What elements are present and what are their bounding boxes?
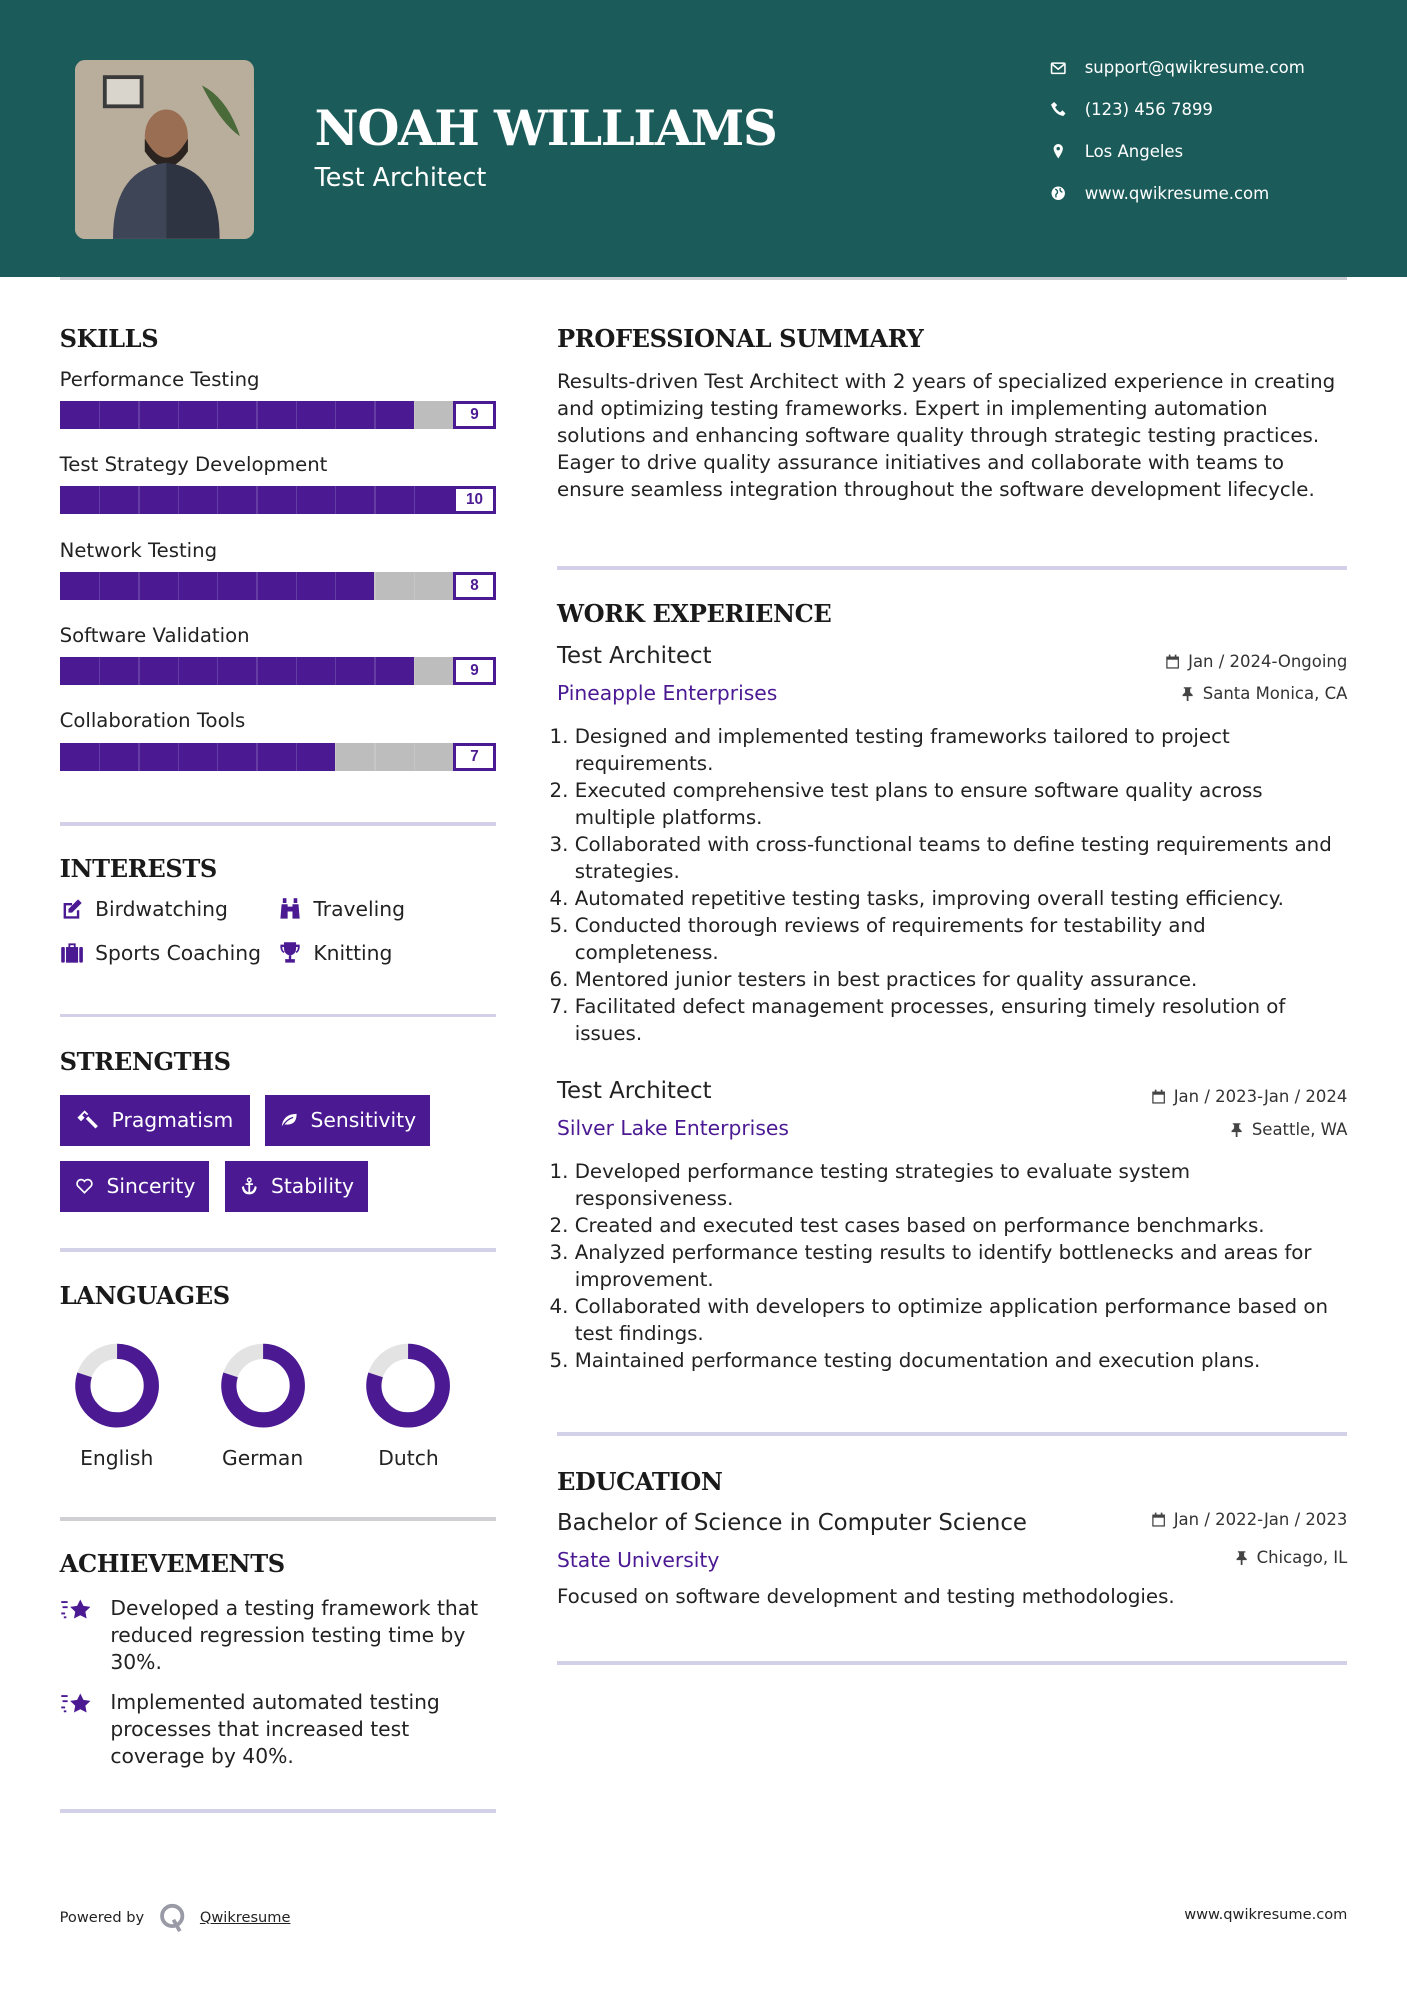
shooting-star-icon	[60, 1691, 93, 1716]
skill-bar-segment	[178, 657, 179, 685]
phone-icon	[1050, 101, 1066, 117]
skill-item	[60, 624, 496, 685]
skill-bar-segment	[335, 572, 336, 600]
skill-bar-segment	[138, 572, 139, 600]
interests-heading: INTERESTS	[59, 853, 217, 883]
skill-bar-segment	[178, 572, 179, 600]
footer-powered-by	[60, 1902, 291, 1932]
education-heading: EDUCATION	[556, 1466, 723, 1496]
education-description: Focused on software development and testing methodologies.	[556, 1585, 1175, 1609]
job-dates-text: Jan / 2023-Jan / 2024	[1173, 1087, 1348, 1107]
contact-email-text: support@qwikresume.com	[1084, 58, 1305, 78]
candidate-name: NOAH WILLIAMS	[314, 101, 777, 158]
education-dates	[1151, 1510, 1348, 1529]
contact-website-text: www.qwikresume.com	[1084, 183, 1270, 203]
education-dates-text: Jan / 2022-Jan / 2023	[1173, 1509, 1348, 1529]
calendar-icon	[1151, 1512, 1166, 1527]
skill-label: Test Strategy Development	[59, 453, 328, 477]
languages-heading: LANGUAGES	[59, 1281, 230, 1311]
qwikresume-logo-icon	[157, 1902, 187, 1932]
skill-bar	[60, 743, 496, 771]
language-donut	[206, 1340, 320, 1431]
job-title: Test Architect	[556, 1078, 712, 1105]
skill-bar-segment	[414, 572, 415, 600]
person-photo-icon	[75, 60, 254, 239]
pushpin-icon	[1229, 1122, 1244, 1137]
contact-website[interactable]	[1050, 184, 1269, 203]
strength-label: Sensitivity	[310, 1108, 417, 1133]
job-dates	[1151, 1087, 1348, 1106]
skill-level-box: 8	[453, 572, 496, 600]
edit-icon	[60, 897, 84, 921]
skill-bar-segment	[217, 657, 218, 685]
skill-bar-fill	[60, 743, 335, 771]
footer-website[interactable]: www.qwikresume.com	[1184, 1905, 1348, 1923]
skill-label: Software Validation	[59, 624, 250, 648]
interest-label: Birdwatching	[95, 897, 228, 922]
list-item: 1. Developed performance testing strategies to evaluate system responsiveness.	[575, 1158, 1348, 1212]
language-donut	[60, 1340, 174, 1431]
skill-bar-segment	[99, 486, 100, 514]
section-divider	[60, 1248, 496, 1252]
skill-bar-segment	[256, 572, 257, 600]
skill-bar-segment	[374, 572, 375, 600]
leaf-icon	[280, 1108, 297, 1132]
skill-bar-segment	[99, 401, 100, 429]
skill-bar	[60, 486, 496, 514]
profile-photo	[75, 60, 254, 239]
skill-bar-segment	[296, 572, 297, 600]
list-item: 6. Mentored junior testers in best practices for quality assurance.	[575, 966, 1348, 993]
language-label: Dutch	[378, 1446, 439, 1471]
skill-level-box: 10	[453, 486, 496, 514]
skill-bar	[60, 572, 496, 600]
skill-bar-segment	[138, 657, 139, 685]
job-dates	[1165, 652, 1347, 671]
section-divider	[557, 1432, 1347, 1436]
skill-level-box: 9	[453, 657, 496, 685]
skill-bar-fill	[60, 657, 414, 685]
skill-bar-segment	[138, 486, 139, 514]
skill-bar-segment	[217, 486, 218, 514]
language-donut	[351, 1340, 465, 1431]
list-item: 2. Created and executed test cases based on performance benchmarks.	[575, 1212, 1348, 1239]
list-item: 4. Automated repetitive testing tasks, improving overall testing efficiency.	[575, 885, 1348, 912]
contact-location-text: Los Angeles	[1084, 142, 1184, 162]
skill-bar-segment	[374, 657, 375, 685]
section-divider	[557, 566, 1347, 570]
skill-bar-segment	[99, 657, 100, 685]
job-title: Test Architect	[556, 643, 712, 670]
calendar-icon	[1151, 1089, 1166, 1104]
skill-bar-segment	[138, 401, 139, 429]
job-location-text: Santa Monica, CA	[1202, 683, 1348, 703]
skill-bar-segment	[99, 572, 100, 600]
languages-list	[60, 1340, 496, 1480]
skill-bar-segment	[335, 486, 336, 514]
job-dates-text: Jan / 2024-Ongoing	[1188, 652, 1348, 672]
company-name: Pineapple Enterprises	[556, 681, 778, 706]
calendar-icon	[1165, 654, 1180, 669]
skill-bar-segment	[178, 401, 179, 429]
interest-item	[60, 897, 228, 921]
candidate-title: Test Architect	[314, 162, 487, 193]
job-responsibilities	[557, 723, 1347, 1047]
contact-email[interactable]	[1050, 58, 1304, 77]
list-item: 5. Conducted thorough reviews of requirements for testability and completeness.	[575, 912, 1348, 966]
skill-label: Performance Testing	[59, 367, 260, 391]
header-divider	[60, 277, 1348, 281]
summary-text: Results-driven Test Architect with 2 years of specialized experience in creating and optimizing testing frameworks. Expert in implementing automation solutions and enhancing software quality through strategic testing practices. Eager to drive quality assurance initiatives and collaborate with teams to ensure seamless integration throughout the software development lifecycle.	[556, 369, 1336, 501]
skill-level-box: 9	[453, 401, 496, 429]
strength-label: Sincerity	[106, 1174, 196, 1199]
contact-location	[1050, 142, 1183, 161]
strength-label: Pragmatism	[111, 1108, 234, 1133]
job-location-text: Seattle, WA	[1251, 1120, 1348, 1140]
skill-bar-segment	[256, 486, 257, 514]
interest-label: Knitting	[313, 941, 393, 966]
skill-bar-segment	[374, 401, 375, 429]
skills-heading: SKILLS	[59, 323, 159, 353]
company-name: Silver Lake Enterprises	[556, 1116, 789, 1141]
section-divider	[60, 1809, 496, 1813]
language-item	[60, 1340, 174, 1470]
skill-bar-segment	[374, 743, 375, 771]
briefcase-icon	[60, 941, 84, 965]
skill-bar-segment	[296, 657, 297, 685]
strength-badge	[60, 1161, 210, 1212]
trophy-icon	[278, 941, 302, 965]
summary-heading: PROFESSIONAL SUMMARY	[556, 323, 924, 353]
list-item: 2. Executed comprehensive test plans to ensure software quality across multiple platforms.	[575, 777, 1348, 831]
skill-bar-segment	[296, 401, 297, 429]
skill-item	[60, 539, 496, 600]
education-location-text: Chicago, IL	[1256, 1547, 1348, 1567]
pushpin-icon	[1234, 1550, 1249, 1565]
skill-bar-segment	[414, 743, 415, 771]
skill-bar-segment	[414, 486, 415, 514]
binoculars-icon	[278, 897, 302, 921]
skill-bar-segment	[335, 743, 336, 771]
skill-bar-segment	[296, 743, 297, 771]
skill-bar-segment	[99, 743, 100, 771]
skill-level-box: 7	[453, 743, 496, 771]
interest-item	[278, 897, 405, 921]
skill-bar-segment	[217, 743, 218, 771]
list-item: 7. Facilitated defect management processes, ensuring timely resolution of issues.	[575, 993, 1348, 1047]
section-divider	[60, 1014, 496, 1018]
job-location	[1180, 684, 1347, 703]
skill-bar-segment	[414, 401, 415, 429]
interest-label: Sports Coaching	[95, 941, 261, 966]
language-item	[351, 1340, 465, 1470]
skill-bar-segment	[374, 486, 375, 514]
strength-badge	[265, 1095, 430, 1146]
skill-bar-fill	[60, 401, 414, 429]
language-item	[206, 1340, 320, 1470]
skill-bar-segment	[178, 486, 179, 514]
skill-label: Collaboration Tools	[59, 709, 246, 733]
job-location	[1229, 1120, 1347, 1139]
anchor-icon	[240, 1174, 259, 1198]
achievement-item	[60, 1595, 496, 1676]
interest-item	[278, 941, 393, 965]
language-label: English	[80, 1446, 154, 1471]
list-item: 3. Analyzed performance testing results to identify bottlenecks and areas for improvement.	[575, 1239, 1348, 1293]
skill-bar-segment	[335, 401, 336, 429]
list-item: 5. Maintained performance testing documentation and execution plans.	[575, 1347, 1348, 1374]
skill-bar-segment	[256, 743, 257, 771]
achievement-text: Developed a testing framework that reduced regression testing time by 30%.	[110, 1595, 479, 1674]
skill-bar	[60, 657, 496, 685]
strengths-heading: STRENGTHS	[59, 1046, 231, 1076]
heart-icon	[75, 1174, 94, 1198]
section-divider	[60, 1517, 496, 1521]
skill-bar-segment	[335, 657, 336, 685]
list-item: 4. Collaborated with developers to optimize application performance based on test findings.	[575, 1293, 1348, 1347]
skill-bar-segment	[178, 743, 179, 771]
list-item: 3. Collaborated with cross-functional teams to define testing requirements and strategies.	[575, 831, 1348, 885]
envelope-icon	[1050, 60, 1066, 76]
gavel-icon	[75, 1108, 99, 1132]
achievement-text: Implemented automated testing processes that increased test coverage by 40%.	[110, 1689, 440, 1768]
skill-bar	[60, 401, 496, 429]
map-pin-icon	[1050, 143, 1066, 159]
job-responsibilities	[557, 1158, 1347, 1374]
degree-title: Bachelor of Science in Computer Science	[556, 1509, 1027, 1536]
education-location	[1234, 1548, 1348, 1567]
skill-bar-segment	[217, 401, 218, 429]
skill-bar-fill	[60, 486, 496, 514]
strength-badge	[60, 1095, 250, 1146]
qwikresume-link[interactable]: Qwikresume	[199, 1908, 291, 1926]
interest-label: Traveling	[313, 897, 405, 922]
contact-phone[interactable]	[1050, 100, 1212, 119]
pushpin-icon	[1180, 686, 1195, 701]
shooting-star-icon	[60, 1597, 93, 1622]
strength-badge	[225, 1161, 368, 1212]
skill-bar-segment	[256, 401, 257, 429]
skill-item	[60, 709, 496, 770]
skill-item	[60, 368, 496, 429]
school-name: State University	[556, 1547, 720, 1572]
skill-item	[60, 453, 496, 514]
skill-bar-segment	[296, 486, 297, 514]
strength-label: Stability	[270, 1174, 354, 1199]
skill-bar-segment	[256, 657, 257, 685]
skill-bar-segment	[217, 572, 218, 600]
skill-bar-segment	[138, 743, 139, 771]
skill-label: Network Testing	[59, 538, 218, 562]
language-label: German	[221, 1446, 304, 1471]
interest-item	[60, 941, 261, 965]
globe-icon	[1050, 185, 1066, 201]
skill-bar-segment	[414, 657, 415, 685]
list-item: 1. Designed and implemented testing frameworks tailored to project requirements.	[575, 723, 1348, 777]
achievement-item	[60, 1689, 496, 1770]
section-divider	[557, 1661, 1347, 1665]
achievements-heading: ACHIEVEMENTS	[59, 1549, 285, 1579]
experience-heading: WORK EXPERIENCE	[556, 598, 832, 628]
powered-by-text: Powered by	[59, 1908, 145, 1926]
contact-phone-text: (123) 456 7899	[1084, 100, 1213, 120]
section-divider	[60, 822, 496, 826]
